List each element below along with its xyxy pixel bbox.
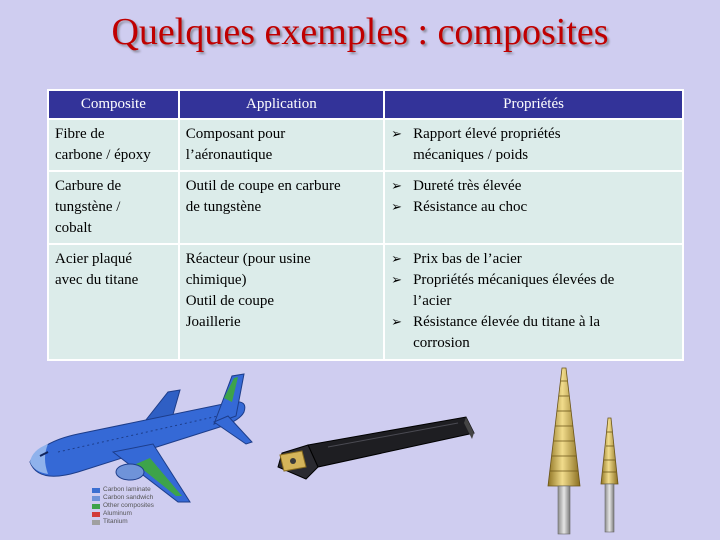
legend-label: Other composites	[103, 502, 154, 509]
cell-text: mécaniques / poids	[413, 147, 529, 163]
property-item	[391, 124, 676, 166]
step-drill-bits-image	[528, 366, 628, 540]
legend-swatch	[92, 512, 100, 517]
slide-title: Quelques exemples : composites	[111, 11, 609, 53]
header-application: Application	[179, 90, 384, 119]
table-row	[48, 119, 683, 171]
cell-text: ➢ Résistance élevée du titane à la	[413, 314, 601, 330]
legend-swatch	[92, 488, 100, 493]
legend-label: Aluminum	[103, 510, 132, 517]
legend-swatch	[92, 504, 100, 509]
cell-composite	[48, 244, 179, 360]
cell-text: l’acier	[413, 293, 452, 309]
legend-item	[92, 510, 154, 518]
cell-application	[179, 171, 384, 244]
legend-item	[92, 502, 154, 510]
cell-text: tungstène /	[55, 199, 121, 215]
legend-label: Carbon laminate	[103, 486, 151, 493]
cell-properties	[384, 119, 683, 171]
cutting-tool-image	[268, 405, 478, 495]
table-row	[48, 244, 683, 360]
table-row	[48, 171, 683, 244]
legend-label: Carbon sandwich	[103, 494, 154, 501]
cell-properties	[384, 171, 683, 244]
legend-swatch	[92, 520, 100, 525]
property-item	[391, 270, 676, 312]
cell-text: ➢ Rapport élevé propriétés	[413, 126, 561, 142]
cell-text: chimique)	[185, 272, 247, 288]
table-header-row	[48, 90, 683, 119]
cell-application	[179, 244, 384, 360]
cell-composite	[48, 171, 179, 244]
property-item	[391, 249, 676, 270]
cell-text: Acier plaqué	[55, 251, 133, 267]
cell-text: carbone / époxy	[55, 147, 151, 163]
cell-properties	[384, 244, 683, 360]
cell-text: Outil de coupe	[185, 293, 275, 309]
cell-text: Joaillerie	[185, 314, 241, 330]
legend-item	[92, 518, 154, 526]
cell-text: Fibre de	[55, 126, 105, 142]
cell-text: l’aéronautique	[185, 147, 273, 163]
cell-text: ➢ Dureté très élevée	[413, 178, 522, 194]
legend-swatch	[92, 496, 100, 501]
cell-application	[179, 119, 384, 171]
property-item	[391, 312, 676, 354]
legend-item	[92, 486, 154, 494]
property-item	[391, 176, 676, 197]
cell-text: de tungstène	[185, 199, 262, 215]
cell-text: ➢ Propriétés mécaniques élevées de	[413, 272, 615, 288]
legend-item	[92, 494, 154, 502]
cell-text: avec du titane	[55, 272, 139, 288]
cell-composite	[48, 119, 179, 171]
legend-label: Titanium	[103, 518, 128, 525]
composites-table	[47, 89, 684, 361]
header-properties: Propriétés	[384, 90, 683, 119]
cell-text: Carbure de	[55, 178, 122, 194]
cell-text: corrosion	[413, 335, 470, 351]
cell-text: Outil de coupe en carbure	[185, 178, 341, 194]
cell-text: cobalt	[55, 220, 92, 236]
header-composite: Composite	[48, 90, 179, 119]
cell-text: Composant pour	[185, 126, 286, 142]
cell-text: ➢ Résistance au choc	[413, 199, 528, 215]
property-item	[391, 197, 676, 218]
airplane-legend	[92, 486, 154, 526]
cell-text: ➢ Prix bas de l’acier	[413, 251, 522, 267]
cell-text: Réacteur (pour usine	[185, 251, 311, 267]
